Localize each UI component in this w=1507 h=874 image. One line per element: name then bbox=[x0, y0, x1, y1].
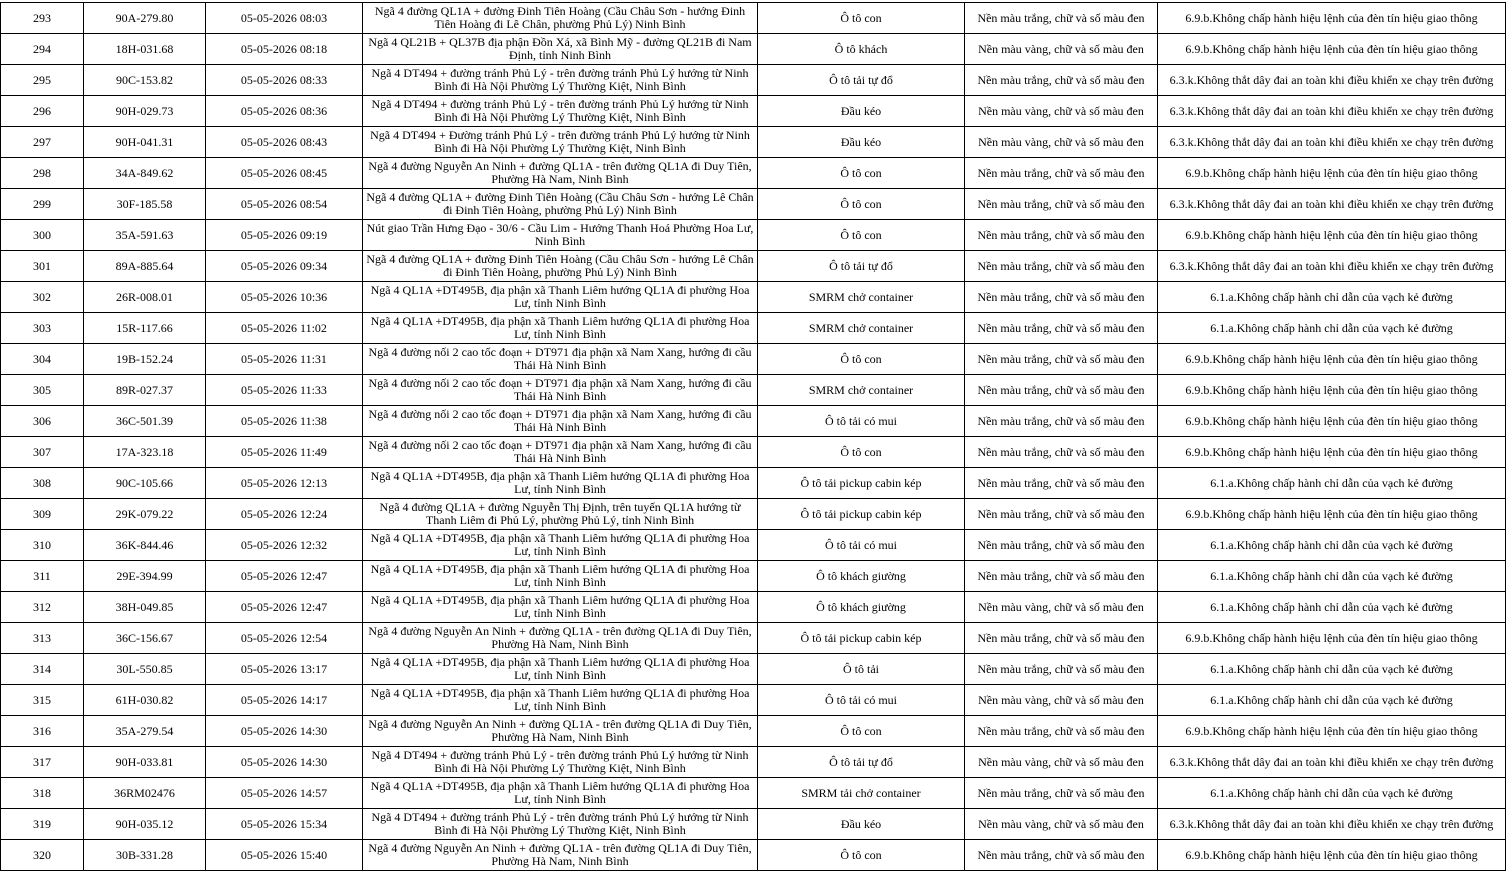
violation-cell: 6.3.k.Không thắt dây đai an toàn khi điều khiển xe chạy trên đường bbox=[1158, 65, 1506, 96]
violation-cell: 6.9.b.Không chấp hành hiệu lệnh của đèn tín hiệu giao thông bbox=[1158, 840, 1506, 871]
violation-cell: 6.9.b.Không chấp hành hiệu lệnh của đèn tín hiệu giao thông bbox=[1158, 3, 1506, 34]
location-cell: Ngã 4 DT494 + đường tránh Phủ Lý - trên đường tránh Phủ Lý hướng từ Ninh Bình đi Hà Nội Phường Lý Thường Kiệt, Ninh Bình bbox=[363, 96, 758, 127]
table-row bbox=[1, 716, 1506, 747]
vehicle-type-cell: Ô tô con bbox=[758, 716, 965, 747]
plate-color-cell: Nền màu trắng, chữ và số màu đen bbox=[965, 313, 1158, 344]
license-plate-cell: 61H-030.82 bbox=[84, 685, 206, 716]
violation-cell: 6.3.k.Không thắt dây đai an toàn khi điều khiển xe chạy trên đường bbox=[1158, 251, 1506, 282]
license-plate-cell: 36C-501.39 bbox=[84, 406, 206, 437]
location-cell: Ngã 4 QL21B + QL37B địa phận Đồn Xá, xã Bình Mỹ - đường QL21B đi Nam Định, tỉnh Ninh Bình bbox=[363, 34, 758, 65]
plate-color-cell: Nền màu trắng, chữ và số màu đen bbox=[965, 499, 1158, 530]
timestamp-cell: 05-05-2026 15:40 bbox=[206, 840, 363, 871]
location-cell: Ngã 4 đường Nguyễn An Ninh + đường QL1A - trên đường QL1A đi Duy Tiên, Phường Hà Nam, Ninh Bình bbox=[363, 623, 758, 654]
vehicle-type-cell: Ô tô con bbox=[758, 3, 965, 34]
license-plate-cell: 90C-153.82 bbox=[84, 65, 206, 96]
plate-color-cell: Nền màu trắng, chữ và số màu đen bbox=[965, 220, 1158, 251]
table-row bbox=[1, 809, 1506, 840]
vehicle-type-cell: SMRM chở container bbox=[758, 313, 965, 344]
row-number-cell: 313 bbox=[1, 623, 84, 654]
violation-cell: 6.1.a.Không chấp hành chỉ dẫn của vạch kẻ đường bbox=[1158, 468, 1506, 499]
plate-color-cell: Nền màu vàng, chữ và số màu đen bbox=[965, 685, 1158, 716]
license-plate-cell: 29K-079.22 bbox=[84, 499, 206, 530]
violation-cell: 6.1.a.Không chấp hành chỉ dẫn của vạch kẻ đường bbox=[1158, 778, 1506, 809]
vehicle-type-cell: SMRM chở container bbox=[758, 282, 965, 313]
row-number-cell: 307 bbox=[1, 437, 84, 468]
location-cell: Ngã 4 đường nối 2 cao tốc đoạn + DT971 địa phận xã Nam Xang, hướng đi cầu Thái Hà Ninh Bình bbox=[363, 375, 758, 406]
vehicle-type-cell: Ô tô tải bbox=[758, 654, 965, 685]
violation-cell: 6.1.a.Không chấp hành chỉ dẫn của vạch kẻ đường bbox=[1158, 282, 1506, 313]
timestamp-cell: 05-05-2026 11:31 bbox=[206, 344, 363, 375]
vehicle-type-cell: Ô tô con bbox=[758, 437, 965, 468]
timestamp-cell: 05-05-2026 10:36 bbox=[206, 282, 363, 313]
timestamp-cell: 05-05-2026 08:45 bbox=[206, 158, 363, 189]
table-row bbox=[1, 344, 1506, 375]
row-number-cell: 314 bbox=[1, 654, 84, 685]
row-number-cell: 295 bbox=[1, 65, 84, 96]
plate-color-cell: Nền màu trắng, chữ và số màu đen bbox=[965, 716, 1158, 747]
plate-color-cell: Nền màu vàng, chữ và số màu đen bbox=[965, 747, 1158, 778]
violation-cell: 6.9.b.Không chấp hành hiệu lệnh của đèn tín hiệu giao thông bbox=[1158, 220, 1506, 251]
violation-cell: 6.3.k.Không thắt dây đai an toàn khi điều khiển xe chạy trên đường bbox=[1158, 127, 1506, 158]
location-cell: Ngã 4 đường QL1A + đường Đinh Tiên Hoàng (Cầu Châu Sơn - hướng Đinh Tiên Hoàng đi Lê Chân, phường Phủ Lý) Ninh Bình bbox=[363, 3, 758, 34]
vehicle-type-cell: Ô tô con bbox=[758, 344, 965, 375]
license-plate-cell: 18H-031.68 bbox=[84, 34, 206, 65]
violation-cell: 6.9.b.Không chấp hành hiệu lệnh của đèn tín hiệu giao thông bbox=[1158, 437, 1506, 468]
table-row bbox=[1, 406, 1506, 437]
violation-cell: 6.9.b.Không chấp hành hiệu lệnh của đèn tín hiệu giao thông bbox=[1158, 375, 1506, 406]
location-cell: Ngã 4 đường nối 2 cao tốc đoạn + DT971 địa phận xã Nam Xang, hướng đi cầu Thái Hà Ninh Bình bbox=[363, 437, 758, 468]
row-number-cell: 293 bbox=[1, 3, 84, 34]
row-number-cell: 320 bbox=[1, 840, 84, 871]
table-row bbox=[1, 220, 1506, 251]
plate-color-cell: Nền màu trắng, chữ và số màu đen bbox=[965, 344, 1158, 375]
row-number-cell: 297 bbox=[1, 127, 84, 158]
violations-table bbox=[0, 2, 1506, 871]
row-number-cell: 317 bbox=[1, 747, 84, 778]
table-row bbox=[1, 685, 1506, 716]
row-number-cell: 301 bbox=[1, 251, 84, 282]
location-cell: Ngã 4 QL1A +DT495B, địa phận xã Thanh Liêm hướng QL1A đi phường Hoa Lư, tỉnh Ninh Bình bbox=[363, 654, 758, 685]
violation-cell: 6.3.k.Không thắt dây đai an toàn khi điều khiển xe chạy trên đường bbox=[1158, 96, 1506, 127]
plate-color-cell: Nền màu vàng, chữ và số màu đen bbox=[965, 96, 1158, 127]
license-plate-cell: 90A-279.80 bbox=[84, 3, 206, 34]
location-cell: Nút giao Trần Hưng Đạo - 30/6 - Cầu Lim - Hướng Thanh Hoá Phường Hoa Lư, Ninh Bình bbox=[363, 220, 758, 251]
timestamp-cell: 05-05-2026 11:33 bbox=[206, 375, 363, 406]
license-plate-cell: 36C-156.67 bbox=[84, 623, 206, 654]
location-cell: Ngã 4 DT494 + đường tránh Phủ Lý - trên đường tránh Phủ Lý hướng từ Ninh Bình đi Hà Nội Phường Lý Thường Kiệt, Ninh Bình bbox=[363, 65, 758, 96]
row-number-cell: 305 bbox=[1, 375, 84, 406]
violation-cell: 6.3.k.Không thắt dây đai an toàn khi điều khiển xe chạy trên đường bbox=[1158, 809, 1506, 840]
vehicle-type-cell: Ô tô con bbox=[758, 158, 965, 189]
license-plate-cell: 34A-849.62 bbox=[84, 158, 206, 189]
timestamp-cell: 05-05-2026 11:38 bbox=[206, 406, 363, 437]
timestamp-cell: 05-05-2026 12:47 bbox=[206, 561, 363, 592]
table-row bbox=[1, 778, 1506, 809]
location-cell: Ngã 4 đường nối 2 cao tốc đoạn + DT971 địa phận xã Nam Xang, hướng đi cầu Thái Hà Ninh Bình bbox=[363, 344, 758, 375]
license-plate-cell: 89R-027.37 bbox=[84, 375, 206, 406]
location-cell: Ngã 4 đường QL1A + đường Nguyễn Thị Định, trên tuyến QL1A hướng từ Thanh Liêm đi Phủ Lý, phường Phủ Lý, tỉnh Ninh Bình bbox=[363, 499, 758, 530]
timestamp-cell: 05-05-2026 12:24 bbox=[206, 499, 363, 530]
vehicle-type-cell: Ô tô tải có mui bbox=[758, 406, 965, 437]
timestamp-cell: 05-05-2026 11:02 bbox=[206, 313, 363, 344]
timestamp-cell: 05-05-2026 09:19 bbox=[206, 220, 363, 251]
violation-cell: 6.9.b.Không chấp hành hiệu lệnh của đèn tín hiệu giao thông bbox=[1158, 158, 1506, 189]
license-plate-cell: 29E-394.99 bbox=[84, 561, 206, 592]
plate-color-cell: Nền màu trắng, chữ và số màu đen bbox=[965, 158, 1158, 189]
vehicle-type-cell: Ô tô tải tự đổ bbox=[758, 747, 965, 778]
location-cell: Ngã 4 DT494 + Đường tránh Phủ Lý - trên đường tránh Phủ Lý hướng từ Ninh Bình đi Hà Nội Phường Lý Thường Kiệt, Ninh Bình bbox=[363, 127, 758, 158]
timestamp-cell: 05-05-2026 14:30 bbox=[206, 747, 363, 778]
vehicle-type-cell: SMRM chở container bbox=[758, 375, 965, 406]
location-cell: Ngã 4 đường Nguyễn An Ninh + đường QL1A - trên đường QL1A đi Duy Tiên, Phường Hà Nam, Ninh Bình bbox=[363, 158, 758, 189]
table-row bbox=[1, 747, 1506, 778]
table-row bbox=[1, 437, 1506, 468]
violation-cell: 6.1.a.Không chấp hành chỉ dẫn của vạch kẻ đường bbox=[1158, 530, 1506, 561]
violation-cell: 6.1.a.Không chấp hành chỉ dẫn của vạch kẻ đường bbox=[1158, 592, 1506, 623]
timestamp-cell: 05-05-2026 08:33 bbox=[206, 65, 363, 96]
location-cell: Ngã 4 QL1A +DT495B, địa phận xã Thanh Liêm hướng QL1A đi phường Hoa Lư, tỉnh Ninh Bình bbox=[363, 530, 758, 561]
location-cell: Ngã 4 DT494 + đường tránh Phủ Lý - trên đường tránh Phủ Lý hướng từ Ninh Bình đi Hà Nội Phường Lý Thường Kiệt, Ninh Bình bbox=[363, 809, 758, 840]
location-cell: Ngã 4 đường QL1A + đường Đinh Tiên Hoàng (Cầu Châu Sơn - hướng Lê Chân đi Đinh Tiên Hoàng, phường Phủ Lý) Ninh Bình bbox=[363, 189, 758, 220]
license-plate-cell: 35A-279.54 bbox=[84, 716, 206, 747]
license-plate-cell: 38H-049.85 bbox=[84, 592, 206, 623]
row-number-cell: 310 bbox=[1, 530, 84, 561]
row-number-cell: 308 bbox=[1, 468, 84, 499]
timestamp-cell: 05-05-2026 08:36 bbox=[206, 96, 363, 127]
timestamp-cell: 05-05-2026 14:17 bbox=[206, 685, 363, 716]
violation-cell: 6.9.b.Không chấp hành hiệu lệnh của đèn tín hiệu giao thông bbox=[1158, 716, 1506, 747]
license-plate-cell: 26R-008.01 bbox=[84, 282, 206, 313]
license-plate-cell: 30B-331.28 bbox=[84, 840, 206, 871]
license-plate-cell: 17A-323.18 bbox=[84, 437, 206, 468]
timestamp-cell: 05-05-2026 12:54 bbox=[206, 623, 363, 654]
plate-color-cell: Nền màu trắng, chữ và số màu đen bbox=[965, 654, 1158, 685]
row-number-cell: 315 bbox=[1, 685, 84, 716]
vehicle-type-cell: Ô tô tải pickup cabin kép bbox=[758, 468, 965, 499]
violation-cell: 6.1.a.Không chấp hành chỉ dẫn của vạch kẻ đường bbox=[1158, 685, 1506, 716]
plate-color-cell: Nền màu trắng, chữ và số màu đen bbox=[965, 65, 1158, 96]
timestamp-cell: 05-05-2026 08:43 bbox=[206, 127, 363, 158]
table-row bbox=[1, 65, 1506, 96]
plate-color-cell: Nền màu trắng, chữ và số màu đen bbox=[965, 840, 1158, 871]
vehicle-type-cell: Ô tô khách giường bbox=[758, 561, 965, 592]
violation-cell: 6.9.b.Không chấp hành hiệu lệnh của đèn tín hiệu giao thông bbox=[1158, 623, 1506, 654]
timestamp-cell: 05-05-2026 14:57 bbox=[206, 778, 363, 809]
table-row bbox=[1, 623, 1506, 654]
table-row bbox=[1, 468, 1506, 499]
location-cell: Ngã 4 đường Nguyễn An Ninh + đường QL1A - trên đường QL1A đi Duy Tiên, Phường Hà Nam, Ninh Bình bbox=[363, 840, 758, 871]
vehicle-type-cell: Ô tô tải tự đổ bbox=[758, 65, 965, 96]
plate-color-cell: Nền màu trắng, chữ và số màu đen bbox=[965, 375, 1158, 406]
timestamp-cell: 05-05-2026 14:30 bbox=[206, 716, 363, 747]
table-row bbox=[1, 158, 1506, 189]
license-plate-cell: 35A-591.63 bbox=[84, 220, 206, 251]
location-cell: Ngã 4 QL1A +DT495B, địa phận xã Thanh Liêm hướng QL1A đi phường Hoa Lư, tỉnh Ninh Bình bbox=[363, 685, 758, 716]
table-row bbox=[1, 189, 1506, 220]
timestamp-cell: 05-05-2026 09:34 bbox=[206, 251, 363, 282]
timestamp-cell: 05-05-2026 13:17 bbox=[206, 654, 363, 685]
row-number-cell: 318 bbox=[1, 778, 84, 809]
vehicle-type-cell: Ô tô tải pickup cabin kép bbox=[758, 623, 965, 654]
plate-color-cell: Nền màu trắng, chữ và số màu đen bbox=[965, 623, 1158, 654]
location-cell: Ngã 4 đường QL1A + đường Đinh Tiên Hoàng (Cầu Châu Sơn - hướng Lê Chân đi Đinh Tiên Hoàng, phường Phủ Lý) Ninh Bình bbox=[363, 251, 758, 282]
location-cell: Ngã 4 QL1A +DT495B, địa phận xã Thanh Liêm hướng QL1A đi phường Hoa Lư, tỉnh Ninh Bình bbox=[363, 282, 758, 313]
table-row bbox=[1, 96, 1506, 127]
timestamp-cell: 05-05-2026 12:13 bbox=[206, 468, 363, 499]
license-plate-cell: 15R-117.66 bbox=[84, 313, 206, 344]
vehicle-type-cell: Ô tô tải có mui bbox=[758, 685, 965, 716]
row-number-cell: 296 bbox=[1, 96, 84, 127]
license-plate-cell: 30L-550.85 bbox=[84, 654, 206, 685]
timestamp-cell: 05-05-2026 08:54 bbox=[206, 189, 363, 220]
vehicle-type-cell: Ô tô con bbox=[758, 840, 965, 871]
license-plate-cell: 36RM02476 bbox=[84, 778, 206, 809]
row-number-cell: 312 bbox=[1, 592, 84, 623]
license-plate-cell: 30F-185.58 bbox=[84, 189, 206, 220]
vehicle-type-cell: Ô tô tải pickup cabin kép bbox=[758, 499, 965, 530]
vehicle-type-cell: Ô tô khách giường bbox=[758, 592, 965, 623]
location-cell: Ngã 4 QL1A +DT495B, địa phận xã Thanh Liêm hướng QL1A đi phường Hoa Lư, tỉnh Ninh Bình bbox=[363, 313, 758, 344]
violations-table-body bbox=[1, 3, 1506, 871]
plate-color-cell: Nền màu trắng, chữ và số màu đen bbox=[965, 778, 1158, 809]
table-row bbox=[1, 251, 1506, 282]
location-cell: Ngã 4 đường Nguyễn An Ninh + đường QL1A - trên đường QL1A đi Duy Tiên, Phường Hà Nam, Ninh Bình bbox=[363, 716, 758, 747]
vehicle-type-cell: Ô tô tải có mui bbox=[758, 530, 965, 561]
violation-cell: 6.1.a.Không chấp hành chỉ dẫn của vạch kẻ đường bbox=[1158, 654, 1506, 685]
timestamp-cell: 05-05-2026 12:32 bbox=[206, 530, 363, 561]
timestamp-cell: 05-05-2026 12:47 bbox=[206, 592, 363, 623]
violation-cell: 6.9.b.Không chấp hành hiệu lệnh của đèn tín hiệu giao thông bbox=[1158, 406, 1506, 437]
timestamp-cell: 05-05-2026 15:34 bbox=[206, 809, 363, 840]
violation-cell: 6.1.a.Không chấp hành chỉ dẫn của vạch kẻ đường bbox=[1158, 561, 1506, 592]
plate-color-cell: Nền màu trắng, chữ và số màu đen bbox=[965, 561, 1158, 592]
table-row bbox=[1, 654, 1506, 685]
plate-color-cell: Nền màu vàng, chữ và số màu đen bbox=[965, 809, 1158, 840]
table-row bbox=[1, 127, 1506, 158]
table-row bbox=[1, 375, 1506, 406]
table-row bbox=[1, 840, 1506, 871]
vehicle-type-cell: Ô tô con bbox=[758, 189, 965, 220]
location-cell: Ngã 4 QL1A +DT495B, địa phận xã Thanh Liêm hướng QL1A đi phường Hoa Lư, tỉnh Ninh Bình bbox=[363, 561, 758, 592]
location-cell: Ngã 4 QL1A +DT495B, địa phận xã Thanh Liêm hướng QL1A đi phường Hoa Lư, tỉnh Ninh Bình bbox=[363, 468, 758, 499]
violation-cell: 6.9.b.Không chấp hành hiệu lệnh của đèn tín hiệu giao thông bbox=[1158, 34, 1506, 65]
license-plate-cell: 36K-844.46 bbox=[84, 530, 206, 561]
table-row bbox=[1, 34, 1506, 65]
license-plate-cell: 90H-029.73 bbox=[84, 96, 206, 127]
table-row bbox=[1, 499, 1506, 530]
plate-color-cell: Nền màu trắng, chữ và số màu đen bbox=[965, 437, 1158, 468]
row-number-cell: 300 bbox=[1, 220, 84, 251]
plate-color-cell: Nền màu vàng, chữ và số màu đen bbox=[965, 127, 1158, 158]
location-cell: Ngã 4 DT494 + đường tránh Phủ Lý - trên đường tránh Phủ Lý hướng từ Ninh Bình đi Hà Nội Phường Lý Thường Kiệt, Ninh Bình bbox=[363, 747, 758, 778]
plate-color-cell: Nền màu trắng, chữ và số màu đen bbox=[965, 189, 1158, 220]
plate-color-cell: Nền màu vàng, chữ và số màu đen bbox=[965, 34, 1158, 65]
table-row bbox=[1, 592, 1506, 623]
plate-color-cell: Nền màu trắng, chữ và số màu đen bbox=[965, 3, 1158, 34]
violation-cell: 6.1.a.Không chấp hành chỉ dẫn của vạch kẻ đường bbox=[1158, 313, 1506, 344]
location-cell: Ngã 4 QL1A +DT495B, địa phận xã Thanh Liêm hướng QL1A đi phường Hoa Lư, tỉnh Ninh Bình bbox=[363, 592, 758, 623]
row-number-cell: 304 bbox=[1, 344, 84, 375]
row-number-cell: 302 bbox=[1, 282, 84, 313]
table-row bbox=[1, 561, 1506, 592]
timestamp-cell: 05-05-2026 11:49 bbox=[206, 437, 363, 468]
vehicle-type-cell: Ô tô khách bbox=[758, 34, 965, 65]
location-cell: Ngã 4 QL1A +DT495B, địa phận xã Thanh Liêm hướng QL1A đi phường Hoa Lư, tỉnh Ninh Bình bbox=[363, 778, 758, 809]
table-row bbox=[1, 530, 1506, 561]
row-number-cell: 306 bbox=[1, 406, 84, 437]
license-plate-cell: 90H-041.31 bbox=[84, 127, 206, 158]
plate-color-cell: Nền màu trắng, chữ và số màu đen bbox=[965, 530, 1158, 561]
table-row bbox=[1, 313, 1506, 344]
vehicle-type-cell: Đầu kéo bbox=[758, 127, 965, 158]
vehicle-type-cell: SMRM tải chở container bbox=[758, 778, 965, 809]
timestamp-cell: 05-05-2026 08:03 bbox=[206, 3, 363, 34]
vehicle-type-cell: Đầu kéo bbox=[758, 809, 965, 840]
license-plate-cell: 90H-035.12 bbox=[84, 809, 206, 840]
license-plate-cell: 90C-105.66 bbox=[84, 468, 206, 499]
row-number-cell: 299 bbox=[1, 189, 84, 220]
plate-color-cell: Nền màu trắng, chữ và số màu đen bbox=[965, 251, 1158, 282]
row-number-cell: 316 bbox=[1, 716, 84, 747]
license-plate-cell: 19B-152.24 bbox=[84, 344, 206, 375]
violation-cell: 6.3.k.Không thắt dây đai an toàn khi điều khiển xe chạy trên đường bbox=[1158, 747, 1506, 778]
vehicle-type-cell: Ô tô con bbox=[758, 220, 965, 251]
row-number-cell: 311 bbox=[1, 561, 84, 592]
license-plate-cell: 89A-885.64 bbox=[84, 251, 206, 282]
timestamp-cell: 05-05-2026 08:18 bbox=[206, 34, 363, 65]
plate-color-cell: Nền màu vàng, chữ và số màu đen bbox=[965, 592, 1158, 623]
row-number-cell: 309 bbox=[1, 499, 84, 530]
row-number-cell: 298 bbox=[1, 158, 84, 189]
violation-cell: 6.9.b.Không chấp hành hiệu lệnh của đèn tín hiệu giao thông bbox=[1158, 344, 1506, 375]
plate-color-cell: Nền màu trắng, chữ và số màu đen bbox=[965, 406, 1158, 437]
vehicle-type-cell: Ô tô tải tự đổ bbox=[758, 251, 965, 282]
violation-cell: 6.9.b.Không chấp hành hiệu lệnh của đèn tín hiệu giao thông bbox=[1158, 499, 1506, 530]
table-row bbox=[1, 282, 1506, 313]
plate-color-cell: Nền màu trắng, chữ và số màu đen bbox=[965, 468, 1158, 499]
vehicle-type-cell: Đầu kéo bbox=[758, 96, 965, 127]
location-cell: Ngã 4 đường nối 2 cao tốc đoạn + DT971 địa phận xã Nam Xang, hướng đi cầu Thái Hà Ninh Bình bbox=[363, 406, 758, 437]
license-plate-cell: 90H-033.81 bbox=[84, 747, 206, 778]
plate-color-cell: Nền màu trắng, chữ và số màu đen bbox=[965, 282, 1158, 313]
row-number-cell: 294 bbox=[1, 34, 84, 65]
row-number-cell: 319 bbox=[1, 809, 84, 840]
table-row bbox=[1, 3, 1506, 34]
violation-cell: 6.3.k.Không thắt dây đai an toàn khi điều khiển xe chạy trên đường bbox=[1158, 189, 1506, 220]
row-number-cell: 303 bbox=[1, 313, 84, 344]
